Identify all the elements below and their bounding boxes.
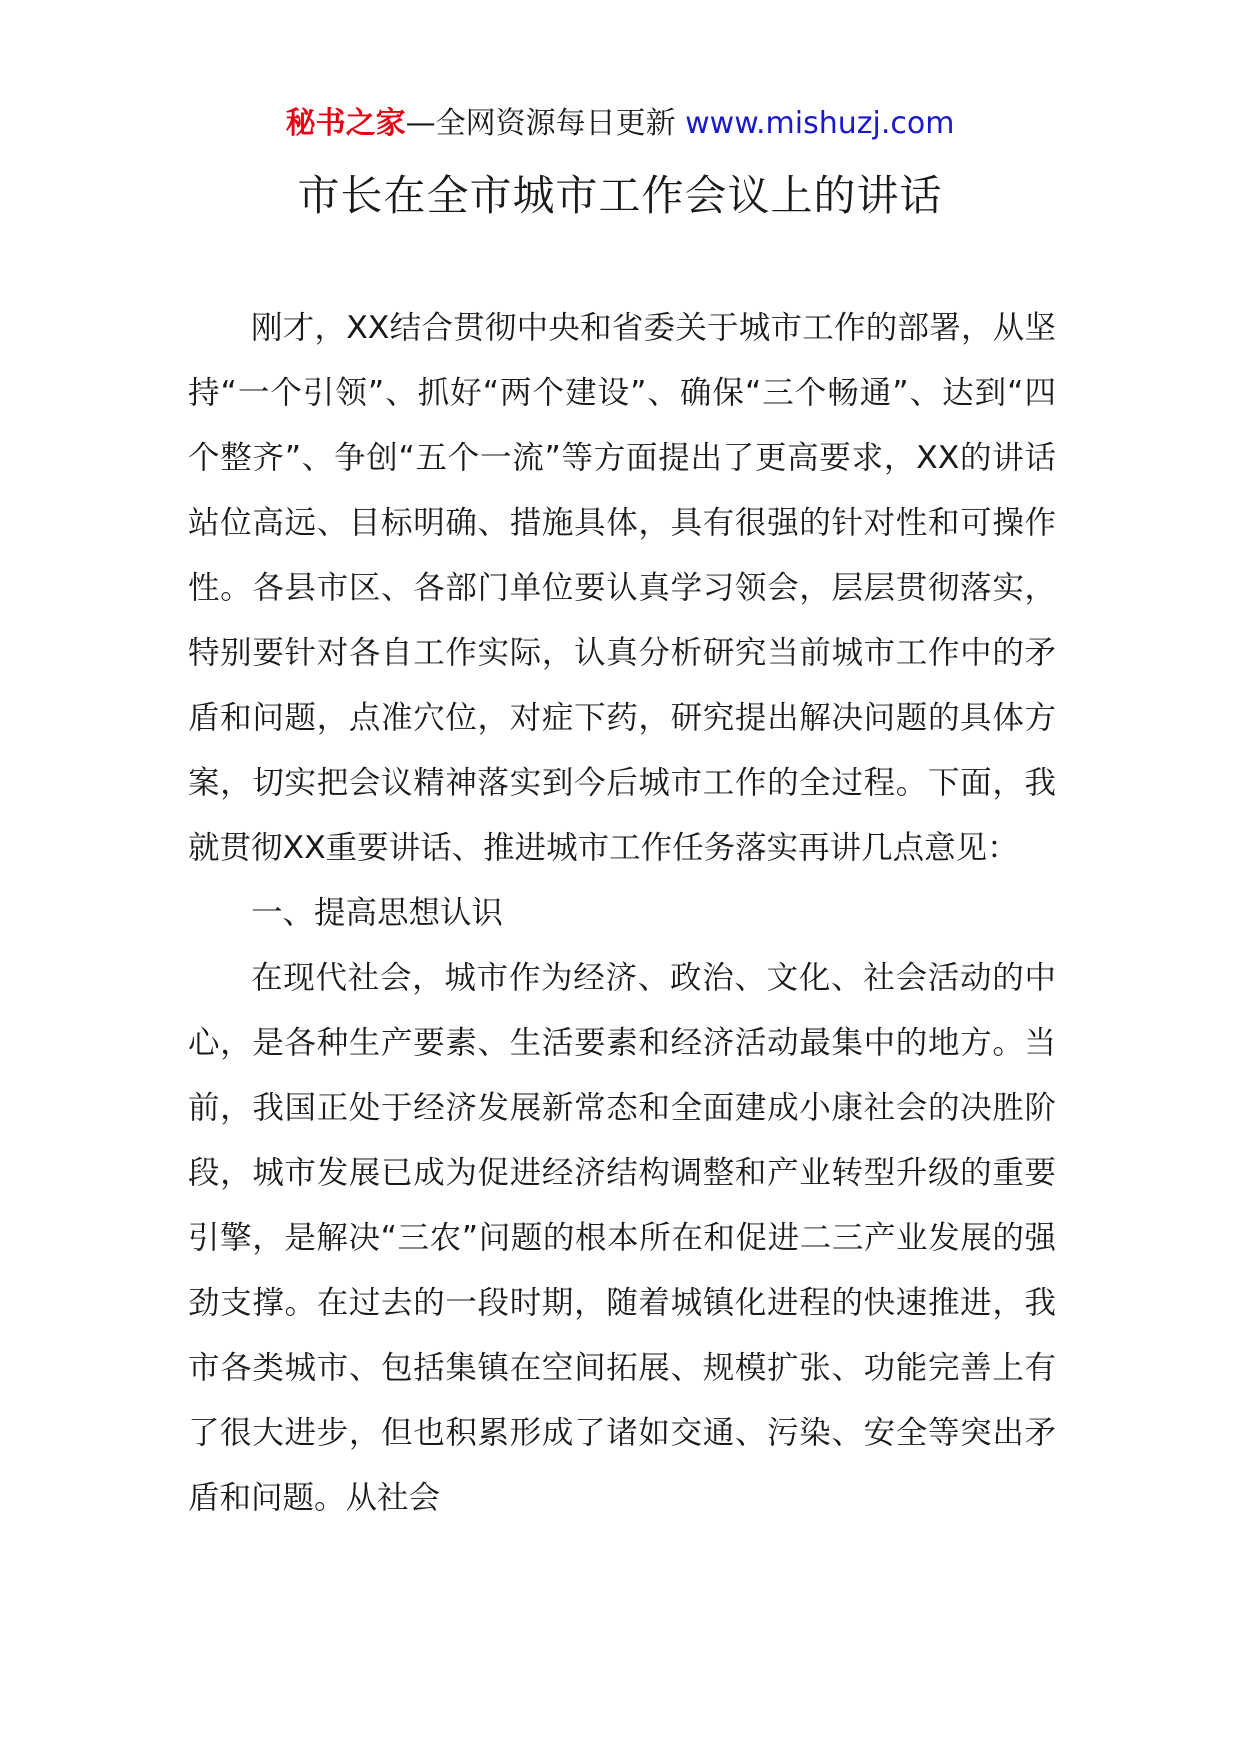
section-heading-1: 一、提高思想认识 — [251, 895, 504, 931]
site-brand: 秘书之家 — [285, 106, 406, 141]
document-body — [188, 296, 1056, 1531]
document-title: 市长在全市城市工作会议上的讲话 — [297, 171, 943, 220]
section-1-paragraph: 在现代社会，城市作为经济、政治、文化、社会活动的中心，是各种生产要素、生活要素和经济活动最集中的地方。当前，我国正处于经济发展新常态和全面建成小康社会的决胜阶段，城市发展已成为促进经济结构调整和产业转型升级的重要引擎，是解决“三农”问题的根本所在和促进二三产业发展的强劲支撑。在过去的一段时期，随着城镇化进程的快速推进，我市各类城市、包括集镇在空间拓展、规模扩张、功能完善上有了很大进步，但也积累形成了诸如交通、污染、安全等突出矛盾和问题。从社会 — [188, 960, 1056, 1516]
site-tagline: —全网资源每日更新 — [405, 106, 676, 141]
site-url-link[interactable]: www.mishuzj.com — [685, 106, 955, 141]
intro-paragraph: 刚才，XX结合贯彻中央和省委关于城市工作的部署，从坚持“一个引领”、抓好“两个建设”、确保“三个畅通”、达到“四个整齐”、争创“五个一流”等方面提出了更高要求，XX的讲话站位高远、目标明确、措施具体，具有很强的针对性和可操作性。各县市区、各部门单位要认真学习领会，层层贯彻落实，特别要针对各自工作实际，认真分析研究当前城市工作中的矛盾和问题，点准穴位，对症下药，研究提出解决问题的具体方案，切实把会议精神落实到今后城市工作的全过程。下面，我就贯彻XX重要讲话、推进城市工作任务落实再讲几点意见： — [188, 310, 1056, 866]
site-header — [0, 100, 1240, 148]
